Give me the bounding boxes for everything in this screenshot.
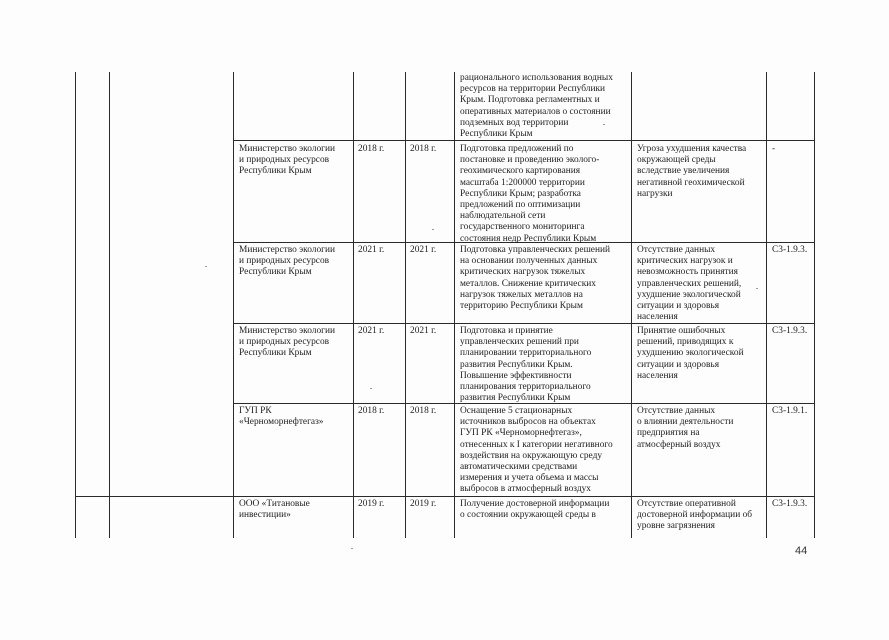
table-cell-organization: Министерство экологии и природных ресурсов Республики Крым (239, 326, 336, 359)
scan-speck (756, 288, 758, 289)
table-cell-activity: Получение достоверной информации о состоянии окружающей среды в (460, 499, 610, 521)
table-cell-risk: Отсутствие данных о влиянии деятельности предприятия на атмосферный воздух (637, 406, 734, 450)
column-divider-1 (109, 72, 110, 538)
table-cell-code: С3-1.9.3. (772, 499, 808, 509)
table-cell-start-year: 2018 г. (358, 144, 385, 154)
table-cell-risk: Угроза ухудшения качества окружающей среды вследствие увеличения негативной геохимической нагрузки (637, 144, 747, 199)
scan-speck (351, 548, 353, 549)
table-cell-end-year: 2021 г. (410, 245, 437, 255)
table-cell-end-year: 2019 г. (410, 499, 437, 509)
column-divider-6 (631, 72, 632, 538)
page-number: 44 (795, 545, 808, 557)
table-cell-organization: Министерство экологии и природных ресурсов Республики Крым (239, 144, 336, 177)
table-cell-activity: Оснащение 5 стационарных источников выбросов на объектах ГУП РК «Черноморнефтегаз», отнесенных к I категории негативного воздействия на окружающую среду автоматическими средствами измерения и учета объема и массы выбросов в атмосферный воздух (460, 406, 613, 495)
table-cell-activity: рационального использования водных ресурсов на территории Республики Крым. Подготовка регламентных и оперативных материалов о состоянии подземных вод территории Республики Крым (460, 73, 613, 140)
table-cell-organization: ООО «Титановые инвестиции» (239, 499, 310, 521)
table-cell-organization: ГУП РК «Черноморнефтегаз» (239, 406, 324, 428)
scan-speck (432, 229, 434, 230)
table-cell-risk: Отсутствие данных критических нагрузок и невозможность принятия управленческих решений, ухудшение экологической ситуации и здоровья населения (637, 245, 742, 323)
column-divider-2 (233, 72, 234, 538)
table-cell-risk: Отсутствие оперативной достоверной информации об уровне загрязнения (637, 499, 753, 532)
scan-speck (603, 124, 605, 125)
table-cell-end-year: 2018 г. (410, 406, 437, 416)
column-divider-7 (766, 72, 767, 538)
table-cell-code: С3-1.9.1. (772, 406, 808, 416)
column-divider-4 (405, 72, 406, 538)
scan-speck (370, 388, 372, 389)
table-cell-code: - (772, 144, 776, 154)
column-divider-5 (454, 72, 455, 538)
column-divider-3 (353, 72, 354, 538)
table-cell-code: С3-1.9.3. (772, 245, 808, 255)
table-cell-start-year: 2019 г. (358, 499, 385, 509)
table-cell-organization: Министерство экологии и природных ресурсов Республики Крым (239, 245, 336, 278)
table-border-right (814, 72, 815, 538)
table-cell-activity: Подготовка предложений по постановке и проведению эколого- геохимического картирования масштаба 1:200000 территории Республики Крым; разработка предложений по оптимизации наблюдательной сети государственного мониторинга состояния недр Республики Крым (460, 144, 600, 244)
table-border-left (75, 72, 76, 538)
table-cell-risk: Принятие ошибочных решений, приводящих к ухудшению экологической ситуации и здоровья населения (637, 326, 744, 381)
table-cell-activity: Подготовка и принятие управленческих решений при планировании территориального развития Республики Крым. Повышение эффективности планирования территориального развития Республики Крым (460, 326, 592, 404)
table-cell-start-year: 2021 г. (358, 245, 385, 255)
table-cell-start-year: 2021 г. (358, 326, 385, 336)
table-cell-activity: Подготовка управленческих решений на основании полученных данных критических нагрузок тяжелых металлов. Снижение критических нагрузок тяжелых металлов на территорию Республики Крым (460, 245, 611, 312)
table-cell-start-year: 2018 г. (358, 406, 385, 416)
table-cell-code: С3-1.9.3. (772, 326, 808, 336)
scan-speck (205, 266, 207, 267)
table-cell-end-year: 2018 г. (410, 144, 437, 154)
row-separator-5 (75, 496, 815, 497)
table-cell-end-year: 2021 г. (410, 326, 437, 336)
